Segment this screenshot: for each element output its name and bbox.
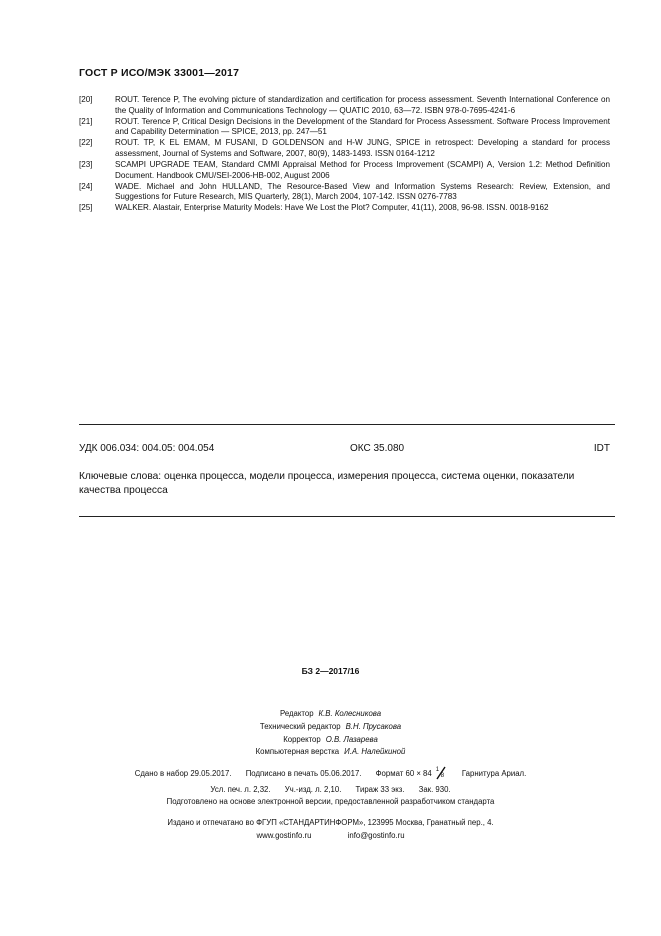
reference-number: [24] — [79, 181, 93, 191]
reference-text: WALKER. Alastair, Enterprise Maturity Models: Have We Lost the Plot? Computer, 41(11), 2008, 96-98. ISSN. 0018-9162 — [115, 203, 549, 213]
udk-code: УДК 006.034: 004.05: 004.054 — [79, 443, 215, 454]
page-header: ГОСТ Р ИСО/МЭК 33001—2017 — [79, 67, 240, 79]
staff-role: Редактор — [279, 709, 314, 718]
format-numerator: 1 — [435, 767, 440, 773]
circulation: Тираж 33 экз. — [355, 785, 405, 794]
sent-to-set: Сдано в набор 29.05.2017. — [134, 769, 232, 779]
staff-name: В.Н. Прусакова — [345, 721, 402, 731]
contacts-line — [0, 831, 661, 840]
reference-list — [79, 95, 610, 215]
reference-item — [79, 95, 610, 116]
staff-role: Корректор — [283, 734, 321, 744]
idt-label: IDT — [593, 443, 610, 454]
publisher-line: Издано и отпечатано во ФГУП «СТАНДАРТИНФОРМ», 123995 Москва, Гранатный пер., 4. — [167, 818, 494, 827]
staff-role: Технический редактор — [259, 721, 341, 731]
format — [376, 769, 448, 778]
reference-number: [23] — [79, 160, 93, 170]
staff-line — [0, 708, 661, 721]
staff-name: К.В. Колесникова — [318, 709, 382, 718]
divider-top — [79, 424, 615, 425]
staff-line — [0, 734, 661, 747]
format-fraction — [434, 769, 448, 779]
reference-number: [25] — [79, 203, 93, 213]
format-label: Формат 60 × 84 — [375, 769, 432, 779]
oks-code: ОКС 35.080 — [350, 443, 405, 454]
staff-name: О.В. Лазарева — [325, 734, 378, 744]
staff-role: Компьютерная верстка — [255, 747, 340, 757]
reference-text: ROUT. Terence P, Critical Design Decisions in the Development of the Standard for Process Assessment. Software Process Improvement and Capability Determination — SPICE, 2013, pp. 247—51 — [115, 116, 610, 137]
reference-item — [79, 203, 610, 214]
bz-number: БЗ 2—2017/16 — [301, 666, 360, 676]
signed-to-print: Подписано в печать 05.06.2017. — [245, 769, 362, 779]
print-volume-line — [0, 785, 661, 794]
typeface: Гарнитура Ариал. — [461, 769, 527, 779]
reference-text: ROUT. Terence P, The evolving picture of standardization and certification for process assessment. Seventh International Conference on the Quality of Information and Communications Technology — QUATIC 2010, 63—72. ISBN 978-0-7695-4241-6 — [115, 95, 610, 115]
reference-item — [79, 138, 610, 159]
divider-bottom — [79, 516, 615, 517]
reference-text: WADE. Michael and John HULLAND, The Resource-Based View and Information Systems Research: Review, Extension, and Suggestions for Future Research, MIS Quarterly, 28(1), March 2004, 107-142. ISSN 0276-7783 — [115, 181, 610, 202]
staff-name: И.А. Налейкиной — [344, 747, 406, 757]
prepared-note: Подготовлено на основе электронной версии, предоставленной разработчиком стандарта — [166, 797, 495, 806]
publisher-sheets: Уч.-изд. л. 2,10. — [284, 785, 342, 794]
reference-number: [20] — [79, 95, 93, 104]
reference-item — [79, 117, 610, 138]
reference-item — [79, 182, 610, 203]
format-denominator: 8 — [440, 773, 445, 779]
print-sheets: Усл. печ. л. 2,32. — [210, 785, 271, 794]
print-dates-line — [0, 769, 661, 779]
reference-text: ROUT. TP, K EL EMAM, M FUSANI, D GOLDENSON and H-W JUNG, SPICE in retrospect: Developing a standard for process assessment, Journal of Systems and Software, 2007, 80(9), 1483-1493. ISSN 0164-1212 — [115, 138, 610, 158]
reference-number: [22] — [79, 138, 93, 148]
reference-number: [21] — [79, 116, 93, 126]
website-link[interactable]: www.gostinfo.ru — [256, 831, 312, 840]
staff-line — [0, 746, 661, 759]
reference-item — [79, 160, 610, 181]
staff-line — [0, 721, 661, 734]
order-number: Зак. 930. — [418, 785, 451, 794]
staff-list — [0, 708, 661, 759]
reference-text: SCAMPI UPGRADE TEAM, Standard CMMI Appraisal Method for Process Improvement (SCAMPI) A, Version 1.2: Method Definition Document. Handbook CMU/SEI-2006-HB-002, August 2006 — [115, 160, 610, 180]
keywords: Ключевые слова: оценка процесса, модели процесса, измерения процесса, система оценки, показатели качества процесса — [79, 471, 575, 496]
email-link[interactable]: info@gostinfo.ru — [347, 831, 405, 840]
